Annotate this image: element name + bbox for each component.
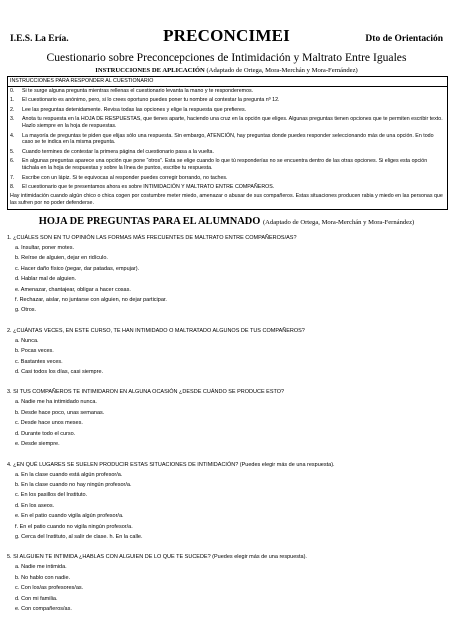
section-title (0, 216, 453, 227)
instruction-number: 0. (10, 88, 15, 94)
instruction-item (10, 175, 445, 182)
answer-option: b. Reírse de alguien, dejar en ridículo. (15, 255, 108, 262)
instruction-text: Anota tu respuesta en la HOJA DE RESPUESTAS, que tienes aparte, haciendo una cruz en la opción que eliges. Algunas preguntas tienen opciones que te permiten escribir texto. Hazlo siempre en la hoja de respuestas. (22, 116, 443, 130)
instructions-list (8, 87, 447, 207)
instruction-item (10, 97, 445, 104)
answer-option: d. Con mi familia. (15, 595, 58, 602)
instruction-number: 2. (10, 106, 15, 113)
answer-option: c. Hacer daño físico (pegar, dar patadas, empujar). (15, 265, 140, 272)
answer-option: a. Nunca. (15, 337, 39, 344)
instruction-number: 8. (10, 183, 15, 190)
answer-option: d. Durante todo el curso. (15, 430, 76, 437)
instruction-text: Escribe con un lápiz. Si te equivocas al responder puedes corregir borrando, no taches. (22, 174, 228, 181)
department-name: Dto de Orientación (365, 34, 443, 44)
answer-option: f. En el patio cuando no vigila ningún profesor/a. (15, 523, 133, 530)
question-block (7, 553, 447, 614)
question-text: 5. SI ALGUIEN TE INTIMIDA ¿HABLAS CON ALGUIEN DE LO QUE TE SUCEDE? (Puedes elegir más de una respuesta). (7, 554, 307, 561)
instruction-number: 6. (10, 158, 15, 165)
question-block (7, 388, 447, 449)
instruction-text: El cuestionario que te presentamos ahora es sobre INTIMIDACIÓN Y MALTRATO ENTRE COMPAÑEROS. (22, 183, 275, 190)
answer-option: g. Cerca del Instituto, al salir de clase. h. En la calle. (15, 533, 143, 540)
instruction-number: 5. (10, 148, 15, 155)
instruction-text: La mayoría de preguntas te piden que elijas sólo una respuesta. Sin embargo, ATENCIÓN, hay preguntas donde puedes responder seleccionando más de una opción. En todo caso se te indica en la misma pregunta. (22, 132, 434, 146)
answer-option: e. En el patio cuando vigila algún profesor/a. (15, 513, 124, 520)
instruction-item (10, 107, 445, 114)
instruction-item (10, 116, 445, 130)
instruction-item (10, 149, 445, 156)
answer-option: c. Desde hace unos meses. (15, 420, 83, 427)
document-subtitle: Cuestionario sobre Preconcepciones de Intimidación y Maltrato Entre Iguales (46, 51, 407, 64)
answer-option: g. Otros. (15, 307, 37, 314)
answer-option: d. En los aseos. (15, 502, 55, 509)
section-title-note: (Adaptado de Ortega, Mora-Merchán y Mora-Fernández) (262, 219, 415, 226)
question-text: 1. ¿CUÁLES SON EN TU OPINIÓN LAS FORMAS MÁS FRECUENTES DE MALTRATO ENTRE COMPAÑEROS/AS? (7, 235, 297, 241)
instruction-item (10, 88, 445, 95)
question-spacer (7, 542, 447, 553)
answer-option: c. En los pasillos del Instituto. (15, 492, 88, 499)
question-spacer (7, 450, 447, 461)
answer-option: b. Desde hace poco, unas semanas. (15, 409, 105, 416)
instruction-item (10, 158, 445, 172)
answer-option: f. Rechazar, aislar, no juntarse con alguien, no dejar participar. (15, 297, 167, 304)
instruction-text: En algunas preguntas aparece una opción que pone “otros”. Esta se elige cuando lo que tú responderías no se encuentra dentro de las otras opciones. Si eliges esta opción táchala en la hoja de respuestas y sobre la línea de puntos, escribe tu respuesta. (22, 158, 428, 172)
question-block (7, 327, 447, 378)
instructions-label-note: (Adaptado de Ortega, Mora-Merchán y Mora-Fernández) (206, 67, 358, 74)
instruction-number: 1. (10, 97, 15, 104)
instructions-label-text: INSTRUCCIONES DE APLICACIÓN (95, 67, 205, 74)
question-spacer (7, 377, 447, 388)
answer-option: a. Nadie me intimida. (15, 564, 67, 571)
answer-option: a. Nadie me ha intimidado nunca. (15, 399, 97, 406)
instructions-label (0, 67, 453, 74)
question-text: 4. ¿EN QUÉ LUGARES SE SUELEN PRODUCIR ESTAS SITUACIONES DE INTIMIDACIÓN? (Puedes elegir más de una respuesta). (7, 461, 335, 468)
question-spacer (7, 316, 447, 327)
answer-option: c. Bastantes veces. (15, 358, 63, 365)
instruction-number: 7. (10, 174, 15, 181)
instruction-item (10, 184, 445, 191)
instructions-box (7, 76, 448, 210)
section-title-text: HOJA DE PREGUNTAS PARA EL ALUMNADO (38, 216, 261, 227)
answer-option: c. Con los/as profesores/as. (15, 585, 84, 592)
answer-option: a. Insultar, poner motes. (15, 245, 75, 251)
instruction-item (10, 133, 445, 147)
instruction-text: Si te surge alguna pregunta mientras rellenas el cuestionario levanta la mano y te responderemos. (22, 88, 254, 94)
answer-option: e. Con compañeros/as. (15, 605, 72, 612)
question-text: 2. ¿CUÁNTAS VECES, EN ESTE CURSO, TE HAN INTIMIDADO O MALTRATADO ALGUNOS DE TUS COMPAÑEROS? (7, 327, 305, 334)
question-block (7, 234, 447, 316)
answer-option: e. Amenazar, chantajear, obligar a hacer cosas. (15, 286, 131, 293)
answer-option: d. Hablar mal de alguien. (15, 276, 77, 283)
instructions-heading: INSTRUCCIONES PARA RESPONDER AL CUESTIONARIO (8, 77, 447, 87)
answer-option: d. Casi todos los días, casi siempre. (15, 369, 104, 376)
question-text: 3. SI TUS COMPAÑEROS TE INTIMIDARON EN ALGUNA OCASIÓN ¿DESDE CUÁNDO SE PRODUCE ESTO? (7, 389, 285, 396)
answer-option: e. Desde siempre. (15, 441, 60, 448)
answer-option: b. Pocas veces. (15, 348, 54, 355)
instruction-number: 3. (10, 116, 15, 123)
answer-option: a. En la clase cuando está algún profesor/a. (15, 471, 123, 478)
answer-option: b. En la clase cuando no hay ningún profesor/a. (15, 481, 132, 488)
instruction-number: 4. (10, 132, 15, 139)
instruction-text: Cuando termines de contestar la primera página del cuestionario pasa a la vuelta. (22, 148, 214, 155)
answer-option: b. No hablo con nadie. (15, 574, 71, 581)
instruction-text: Lee las preguntas detenidamente. Revisa todas las opciones y elige la respuesta que prefieres. (22, 106, 247, 113)
document-title: PRECONCIMEI (163, 26, 290, 45)
instruction-text: El cuestionario es anónimo, pero, si lo crees oportuno puedes poner tu nombre al contestar la pregunta nº 12. (22, 97, 280, 104)
question-block (7, 461, 447, 543)
questions-list (7, 234, 447, 614)
instructions-closing: Hay intimidación cuando algún chico o chica cogen por costumbre meter miedo, amenazar o abusar de sus compañeros. Estas situaciones producen rabia y miedo en las personas que las sufren por no poder defenderse. (10, 193, 443, 207)
school-name: I.E.S. La Ería. (10, 34, 69, 44)
